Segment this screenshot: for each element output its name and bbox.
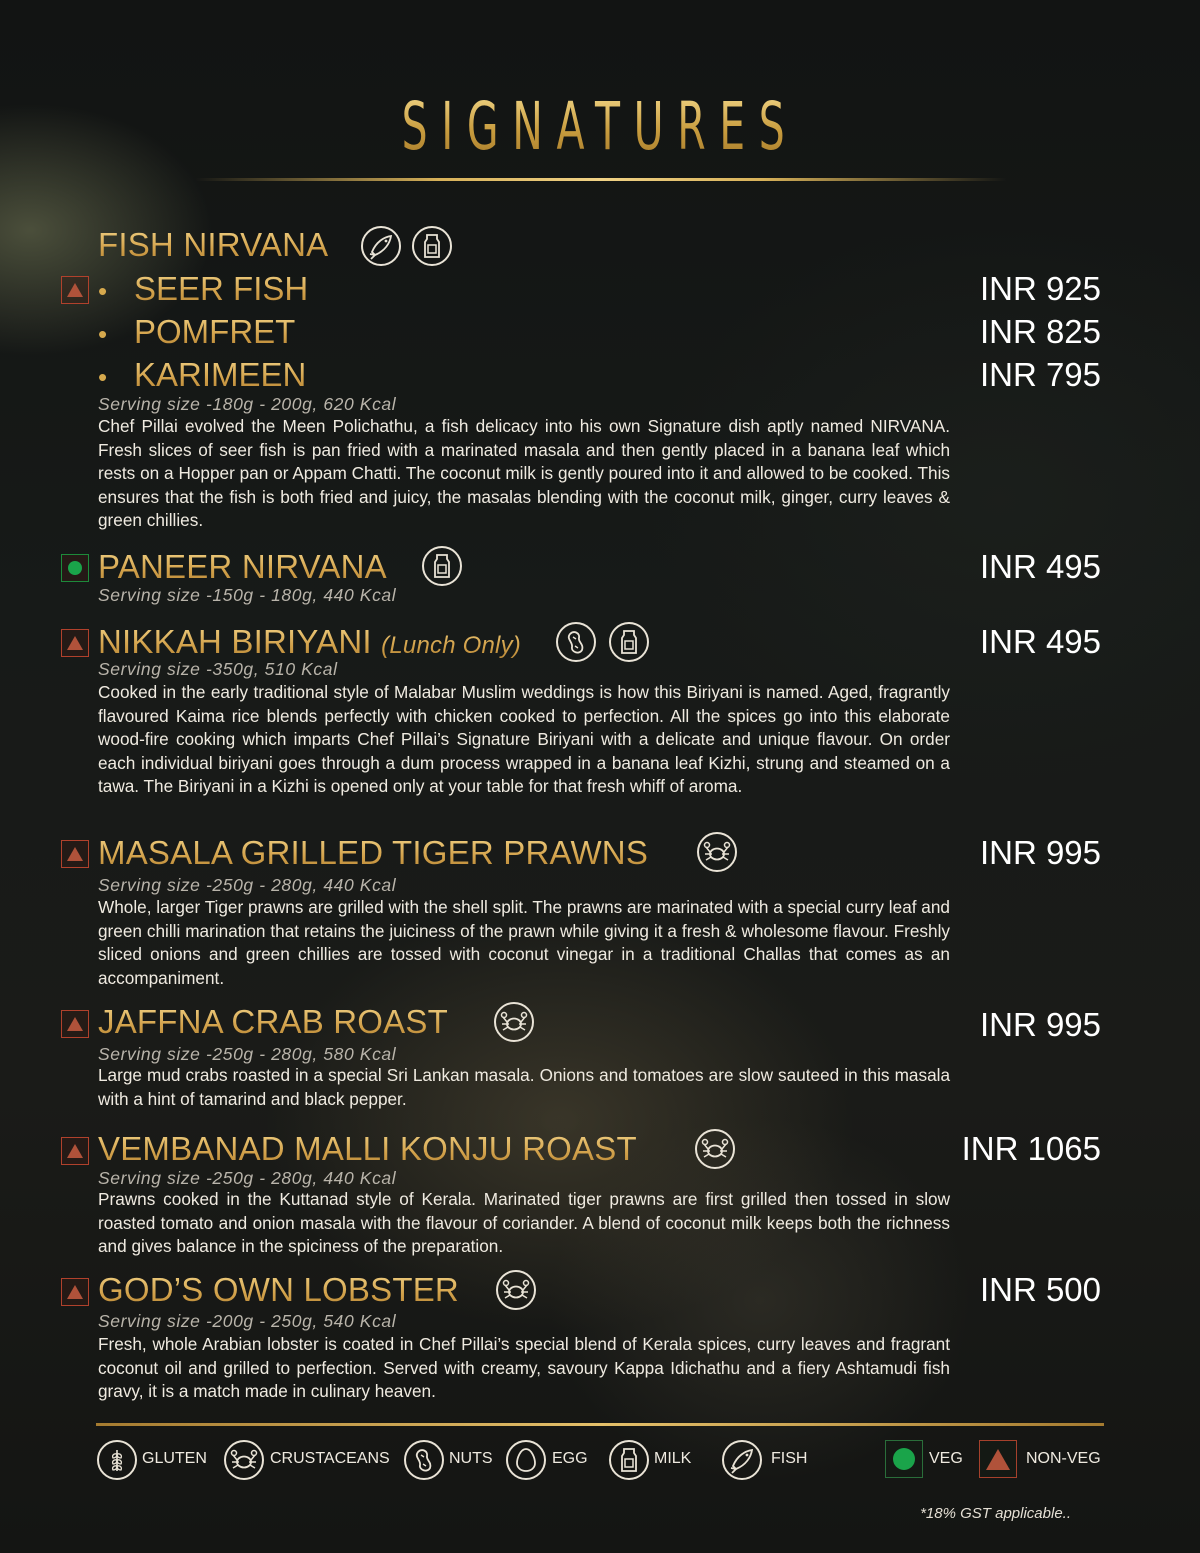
crustaceans-icon <box>695 1129 735 1169</box>
variant-price: INR 825 <box>979 313 1101 350</box>
variant-price: INR 925 <box>979 270 1101 307</box>
non-veg-marker <box>61 840 89 868</box>
non-veg-marker <box>61 1278 89 1306</box>
fish-icon <box>722 1440 762 1480</box>
item-name: PANEER NIRVANA <box>98 548 387 585</box>
non-veg-marker <box>61 1137 89 1165</box>
egg-icon <box>506 1440 546 1480</box>
legend-label: MILK <box>654 1450 692 1467</box>
legend-label: GLUTEN <box>142 1450 207 1467</box>
page-title: SIGNATURES <box>228 88 972 165</box>
allergen-legend <box>0 1438 1200 1482</box>
legend-label: NUTS <box>449 1450 493 1467</box>
item-description: Fresh, whole Arabian lobster is coated in Chef Pillai’s special blend of Kerala spices, curry leaves and fragrant coconut oil and grilled to perfection. Served with creamy, savoury Kappa Idichathu and a fiery Ashtamudi fish gravy, it is a match made in culinary heaven. <box>98 1334 950 1401</box>
legend-label: FISH <box>771 1450 808 1467</box>
variant-label: POMFRET <box>134 313 296 350</box>
item-name <box>98 623 521 661</box>
item-name: FISH NIRVANA <box>98 226 329 263</box>
legend-label: NON-VEG <box>1026 1450 1101 1467</box>
non-veg-marker <box>979 1440 1017 1478</box>
item-description: Prawns cooked in the Kuttanad style of Kerala. Marinated tiger prawns are first grilled then tossed in slow roasted tomato and onion masala with the flavour of coriander. A blend of coconut milk keeps both the richness and gives balance in the spiciness of the preparation. <box>98 1189 950 1256</box>
item-description: Cooked in the early traditional style of Malabar Muslim weddings is how this Biriyani is named. Aged, fragrantly flavoured Kaima rice blends perfectly with chicken cooked to perfection. All the spices go into this elaborate wood-fire cooking which imparts Chef Pillai’s Signature Biriyani with a delicate and unique flavour. On order each individual biriyani goes through a dum process wrapped in a banana leaf Kizhi, strung and steamed on a tawa. The Biriyani in a Kizhi is opened only at your table for that fresh whiff of aroma. <box>98 682 950 796</box>
item-name: JAFFNA CRAB ROAST <box>98 1003 448 1040</box>
footer-divider <box>96 1423 1104 1426</box>
milk-icon <box>412 226 452 266</box>
serving-size: Serving size -250g - 280g, 440 Kcal <box>98 1168 397 1188</box>
milk-icon <box>609 1440 649 1480</box>
variant-seer-fish <box>98 270 308 308</box>
serving-size: Serving size -200g - 250g, 540 Kcal <box>98 1311 397 1331</box>
legend-label: VEG <box>929 1450 963 1467</box>
item-price: INR 495 <box>979 623 1101 660</box>
variant-pomfret <box>98 313 295 351</box>
item-name: VEMBANAD MALLI KONJU ROAST <box>98 1130 637 1167</box>
serving-size: Serving size -250g - 280g, 580 Kcal <box>98 1044 397 1064</box>
variant-label: SEER FISH <box>134 270 309 307</box>
legend-label: EGG <box>552 1450 588 1467</box>
veg-marker <box>61 554 89 582</box>
item-note: (Lunch Only) <box>381 632 521 659</box>
item-price: INR 500 <box>979 1271 1101 1308</box>
bullet: • <box>98 362 108 392</box>
milk-icon <box>609 622 649 662</box>
non-veg-marker <box>61 276 89 304</box>
crustaceans-icon <box>697 832 737 872</box>
gst-note: *18% GST applicable.. <box>920 1505 1071 1522</box>
item-description: Chef Pillai evolved the Meen Polichathu, a fish delicacy into his own Signature dish aptly named NIRVANA. Fresh slices of seer fish is pan fried with a marinated masala and then gently placed in a banana leaf which rests on a Hopper pan or Appam Chatti. The coconut milk is gently poured into it and allowed to be cooked. This ensures that the fish is both fried and juicy, the masalas blending with the coconut milk, ginger, curry leaves & green chillies. <box>98 416 950 530</box>
item-price: INR 1065 <box>961 1130 1101 1167</box>
non-veg-marker <box>61 1010 89 1038</box>
item-description: Large mud crabs roasted in a special Sri Lankan masala. Onions and tomatoes are slow sauteed in this masala with a hint of tamarind and black pepper. <box>98 1065 950 1109</box>
crustaceans-icon <box>224 1440 264 1480</box>
item-description: Whole, larger Tiger prawns are grilled with the shell split. The prawns are marinated with a special curry leaf and green chilli marination that retains the juiciness of the prawn while giving it a fresh & wholesome flavour. Freshly sliced onions and green chillies are tossed with coconut vinegar in a traditional Challas that comes as an accompaniment. <box>98 897 950 988</box>
item-price: INR 995 <box>979 1006 1101 1043</box>
milk-icon <box>422 546 462 586</box>
legend-label: CRUSTACEANS <box>270 1450 390 1467</box>
item-name: GOD’S OWN LOBSTER <box>98 1271 459 1308</box>
bullet: • <box>98 276 108 306</box>
serving-size: Serving size -350g, 510 Kcal <box>98 659 338 679</box>
variant-karimeen <box>98 356 306 394</box>
title-divider <box>195 178 1007 181</box>
nuts-icon <box>556 622 596 662</box>
fish-icon <box>361 226 401 266</box>
item-name-text: NIKKAH BIRIYANI <box>98 623 372 660</box>
serving-size: Serving size -150g - 180g, 440 Kcal <box>98 585 397 605</box>
crustaceans-icon <box>494 1002 534 1042</box>
item-price: INR 495 <box>979 548 1101 585</box>
nuts-icon <box>404 1440 444 1480</box>
serving-size: Serving size -180g - 200g, 620 Kcal <box>98 394 397 414</box>
bullet: • <box>98 319 108 349</box>
variant-price: INR 795 <box>979 356 1101 393</box>
crustaceans-icon <box>496 1270 536 1310</box>
item-price: INR 995 <box>979 834 1101 871</box>
item-name: MASALA GRILLED TIGER PRAWNS <box>98 834 649 871</box>
serving-size: Serving size -250g - 280g, 440 Kcal <box>98 875 397 895</box>
veg-marker <box>885 1440 923 1478</box>
gluten-icon <box>97 1440 137 1480</box>
non-veg-marker <box>61 629 89 657</box>
variant-label: KARIMEEN <box>134 356 307 393</box>
